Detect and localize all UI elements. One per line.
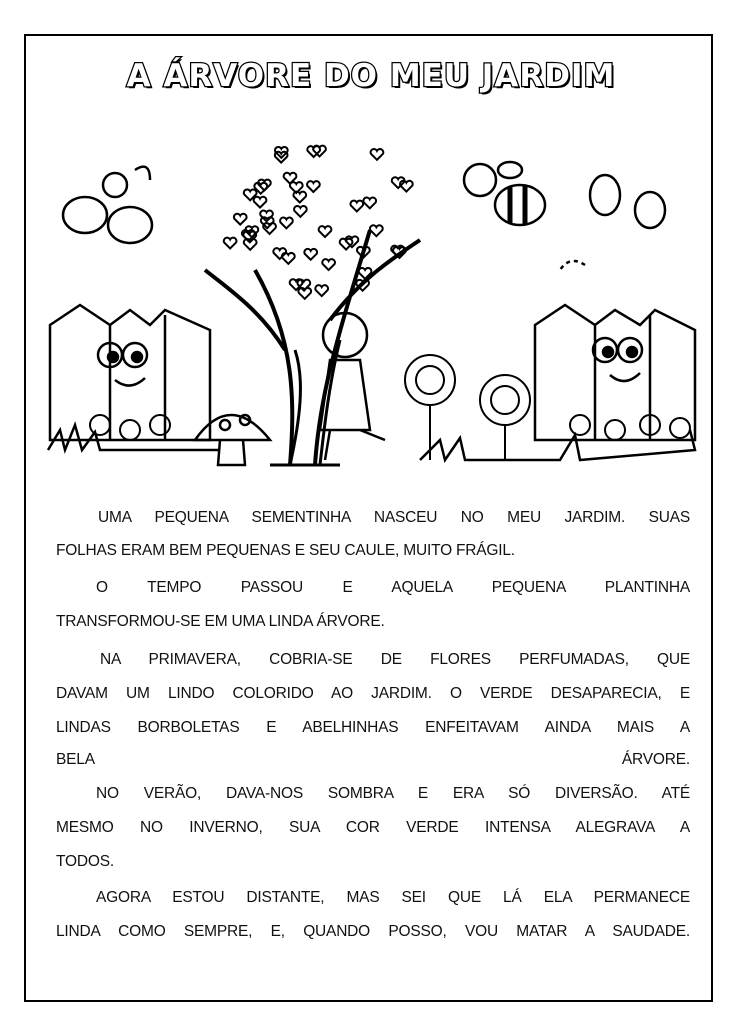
text-line: O TEMPO PASSOU E AQUELA PEQUENA PLANTINHA xyxy=(96,579,690,596)
heart-leaf xyxy=(294,206,307,217)
heart-leaf xyxy=(363,197,376,208)
heart-leaf xyxy=(234,214,247,225)
text-line: BELA ÁRVORE. xyxy=(56,751,690,768)
heart-leaf xyxy=(298,288,311,299)
text-line: NO VERÃO, DAVA-NOS SOMBRA E ERA SÓ DIVERSÃO. ATÉ xyxy=(96,785,690,802)
bee xyxy=(464,162,545,225)
mushroom xyxy=(195,415,270,465)
butterfly-left xyxy=(63,167,152,243)
heart-leaf xyxy=(304,249,317,260)
text-line: TODOS. xyxy=(56,853,114,870)
text-line: NA PRIMAVERA, COBRIA-SE DE FLORES PERFUMADAS, QUE xyxy=(100,651,690,668)
flowers xyxy=(90,355,690,460)
text-line: LINDAS BORBOLETAS E ABELHINHAS ENFEITAVAM AINDA MAIS A xyxy=(56,719,690,736)
tree-illustration xyxy=(205,146,420,465)
butterfly-right xyxy=(560,175,665,270)
page-title: A ÁRVORE DO MEU JARDIM xyxy=(126,58,616,94)
heart-leaf xyxy=(322,259,335,270)
text-line: FOLHAS ERAM BEM PEQUENAS E SEU CAULE, MUITO FRÁGIL. xyxy=(56,542,515,559)
text-line: TRANSFORMOU-SE EM UMA LINDA ÁRVORE. xyxy=(56,613,385,630)
heart-leaf xyxy=(319,226,332,237)
text-line: DAVAM UM LINDO COLORIDO AO JARDIM. O VERDE DESAPARECIA, E xyxy=(56,685,690,702)
text-line: MESMO NO INVERNO, SUA COR VERDE INTENSA ALEGRAVA A xyxy=(56,819,690,836)
heart-leaf xyxy=(350,201,363,212)
heart-leaf xyxy=(340,239,353,250)
text-line: LINDA COMO SEMPRE, E, QUANDO POSSO, VOU MATAR A SAUDADE. xyxy=(56,923,690,940)
heart-leaf xyxy=(307,181,320,192)
heart-leaf xyxy=(400,181,413,192)
heart-leaf xyxy=(371,149,384,160)
heart-leaf xyxy=(280,218,293,229)
text-line: AGORA ESTOU DISTANTE, MAS SEI QUE LÁ ELA PERMANECE xyxy=(96,889,690,906)
heart-leaf xyxy=(254,197,267,208)
heart-leaf xyxy=(370,225,383,236)
heart-leaf xyxy=(315,285,328,296)
ground-grass xyxy=(48,425,695,460)
garden-illustration xyxy=(40,120,705,480)
heart-leaf xyxy=(224,238,237,249)
text-line: UMA PEQUENA SEMENTINHA NASCEU NO MEU JARDIM. SUAS xyxy=(98,509,690,526)
